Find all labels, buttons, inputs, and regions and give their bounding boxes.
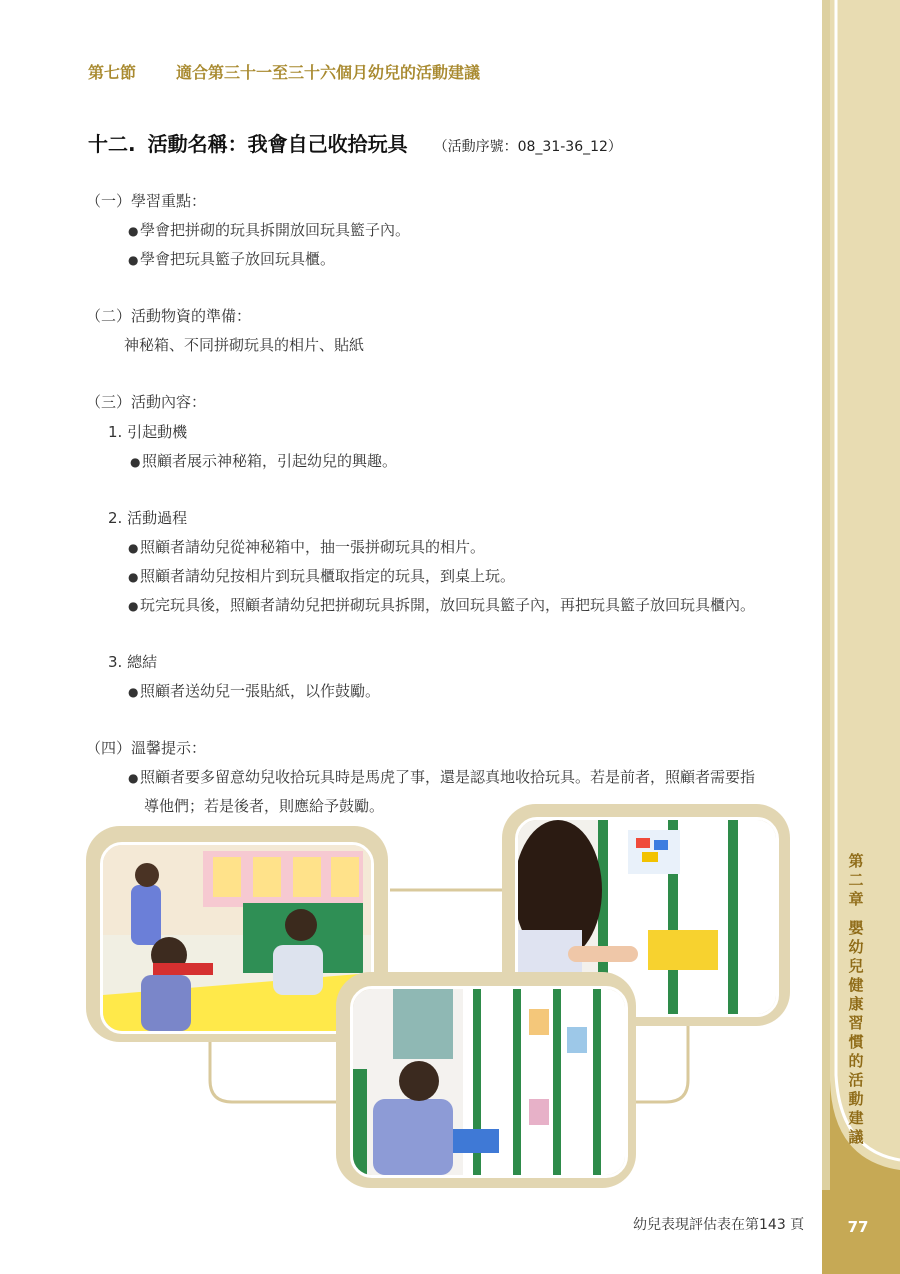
photo-child-returning-basket (350, 986, 628, 1178)
chapter-title: 嬰幼兒健康習慣的活動建議 (848, 919, 864, 1146)
chapter-number: 第二章 (848, 852, 864, 908)
list-item: ● 照顧者要多留意幼兒收拾玩具時是馬虎了事，還是認真地收拾玩具。若是前者，照顧者需要指 (128, 768, 756, 786)
materials-heading: （二）活動物資的準備： (86, 307, 252, 325)
list-item: ● 學會把拼砌的玩具拆開放回玩具籃子內。 (128, 221, 411, 239)
list-item: ● 照顧者送幼兒一張貼紙，以作鼓勵。 (128, 682, 381, 700)
tips-continuation: 導他們；若是後者，則應給予鼓勵。 (144, 797, 385, 815)
list-item: ● 學會把玩具籃子放回玩具櫃。 (128, 250, 336, 268)
learning-heading: （一）學習重點： (86, 192, 207, 210)
section-number: 第七節 (88, 63, 137, 82)
section-header (88, 60, 480, 83)
content-heading: （三）活動內容： (86, 393, 207, 411)
activity-title (88, 128, 622, 157)
activity-code: （活動序號：08_31-36_12） (433, 139, 622, 155)
step-label: 1. 引起動機 (108, 423, 188, 441)
section-title: 適合第三十一至三十六個月幼兒的活動建議 (176, 63, 481, 82)
step-label: 3. 總結 (108, 653, 158, 671)
list-item: ● 照顧者展示神秘箱，引起幼兒的興趣。 (130, 452, 398, 470)
tips-heading: （四）溫馨提示： (86, 739, 207, 757)
step-label: 2. 活動過程 (108, 509, 188, 527)
page-number: 77 (847, 1218, 869, 1236)
list-item: ● 照顧者請幼兒按相片到玩具櫃取指定的玩具，到桌上玩。 (128, 567, 516, 585)
list-item: ● 玩完玩具後，照顧者請幼兒把拼砌玩具拆開，放回玩具籃子內，再把玩具籃子放回玩具櫃內。 (128, 596, 756, 614)
chapter-label (845, 852, 867, 1147)
photo-children-playing-at-table (100, 842, 374, 1034)
list-item: ● 照顧者請幼兒從神秘箱中，抽一張拼砌玩具的相片。 (128, 538, 486, 556)
materials-text: 神秘箱、不同拼砌玩具的相片、貼紙 (124, 336, 365, 354)
activity-name: 活動名稱：我會自己收拾玩具 (147, 132, 408, 156)
footer-reference: 幼兒表現評估表在第143 頁 (633, 1217, 805, 1233)
activity-number: 十二. (88, 132, 136, 156)
